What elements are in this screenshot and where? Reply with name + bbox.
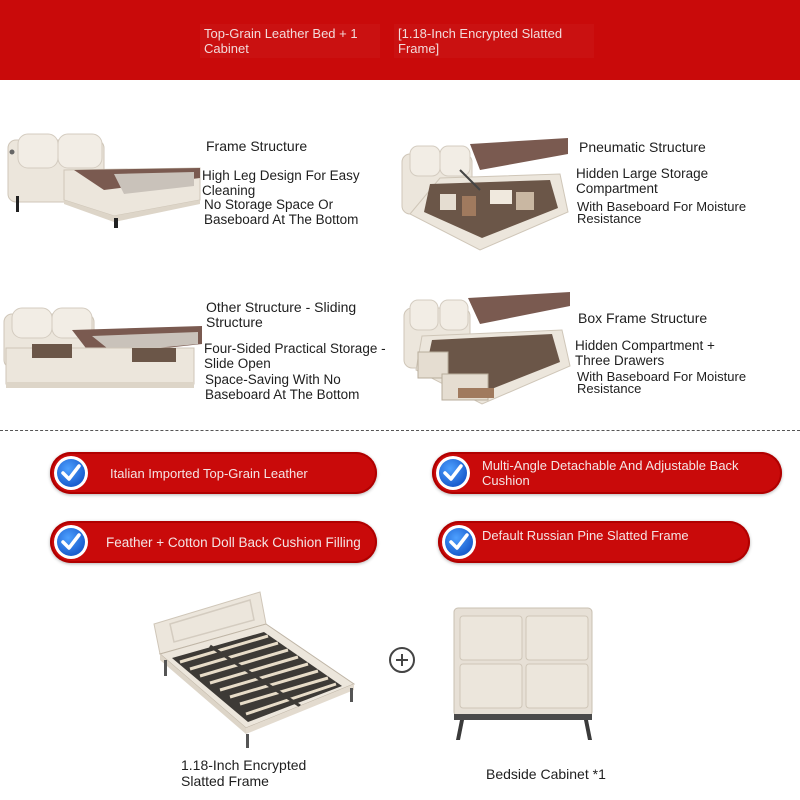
banner-right-text: [1.18-Inch Encrypted Slatted Frame] <box>394 24 594 58</box>
feature-pill <box>438 521 750 563</box>
option-title: Pneumatic Structure <box>579 139 706 155</box>
top-banner <box>0 0 800 80</box>
slatted-frame-image <box>150 584 358 754</box>
feature-label: Multi-Angle Detachable And Adjustable Back Cushion <box>482 458 739 488</box>
box-frame-structure-bed-image <box>402 292 574 412</box>
check-icon <box>436 456 470 490</box>
option-line: With Baseboard For Moisture Resistance <box>577 199 747 226</box>
sliding-structure-bed-image <box>2 304 204 400</box>
package-item-label: Bedside Cabinet *1 <box>486 766 606 782</box>
option-title: Other Structure - Sliding Structure <box>206 299 357 330</box>
feature-label: Italian Imported Top-Grain Leather <box>110 466 308 481</box>
frame-structure-bed-image <box>4 130 204 230</box>
check-icon <box>442 525 476 559</box>
section-divider <box>0 430 800 431</box>
banner-left-text: Top-Grain Leather Bed + 1 Cabinet <box>200 24 380 58</box>
feature-label: Feather + Cotton Doll Back Cushion Filling <box>106 535 361 550</box>
plus-circle-icon <box>389 647 415 673</box>
option-line: Four-Sided Practical Storage - Slide Open <box>204 341 386 371</box>
feature-label: Default Russian Pine Slatted Frame <box>482 528 689 543</box>
package-item-label: 1.18-Inch Encrypted Slatted Frame <box>181 757 307 789</box>
option-line: No Storage Space Or Baseboard At The Bottom <box>204 197 359 227</box>
check-icon <box>54 525 88 559</box>
feature-pill <box>432 452 782 494</box>
pneumatic-structure-bed-image <box>400 134 572 254</box>
option-line: With Baseboard For Moisture Resistance <box>577 369 747 396</box>
option-title: Box Frame Structure <box>578 310 708 326</box>
option-line: Hidden Compartment + Three Drawers <box>575 338 715 368</box>
option-line: Space-Saving With No Baseboard At The Bottom <box>205 372 360 402</box>
option-line: High Leg Design For Easy Cleaning <box>202 168 360 198</box>
option-title: Frame Structure <box>206 138 308 154</box>
check-icon <box>54 456 88 490</box>
bedside-cabinet-image <box>452 606 596 742</box>
option-line: Hidden Large Storage Compartment <box>576 166 709 196</box>
feature-pill <box>50 452 377 494</box>
feature-pill <box>50 521 377 563</box>
